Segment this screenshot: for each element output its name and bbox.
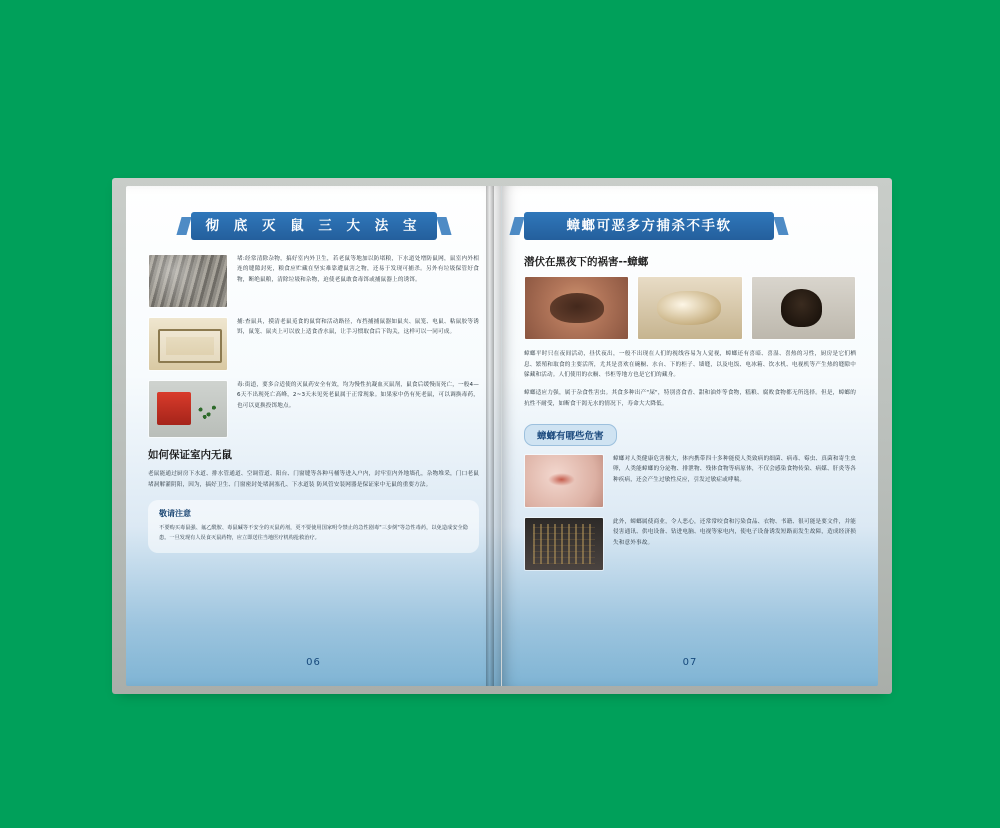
cockroach-black-photo bbox=[751, 276, 856, 340]
notice-box bbox=[148, 500, 479, 552]
hazard-block bbox=[524, 517, 856, 571]
cockroach-nymph-photo bbox=[637, 276, 742, 340]
skin-allergy-photo bbox=[524, 454, 604, 508]
book-pages bbox=[126, 186, 878, 686]
book bbox=[112, 178, 892, 694]
right-page-paragraph: 蟑螂平时只在夜间活动，昼伏夜出，一般不出现在人们的视线容易为人觉视，蟑螂还有喜暗、喜湿、喜热的习性，厨房是它们栖息、繁殖和取食的主要活所，尤其是喜欢在碗橱、水台、下的柜子、墙缝，以及电饭、电冰箱、饮水机、电视机等产生热的缝隙中躲藏和活动。人们使用的衣橱、书柜等地方也是它们的藏身。 bbox=[524, 351, 856, 379]
right-page bbox=[502, 186, 878, 686]
content-block bbox=[148, 254, 479, 308]
book-spine bbox=[486, 186, 494, 686]
left-page-number: 06 bbox=[306, 657, 321, 668]
left-page-subheading: 如何保证室内无鼠 bbox=[148, 449, 232, 461]
cockroach-photo-strip bbox=[524, 276, 856, 340]
damaged-circuit-board-photo bbox=[524, 517, 604, 571]
mouse-trap-photo bbox=[148, 317, 228, 371]
hazard-block bbox=[524, 454, 856, 508]
cockroach-brown-photo bbox=[524, 276, 629, 340]
content-block bbox=[148, 380, 479, 438]
left-page-title: 彻 底 灭 鼠 三 大 法 宝 bbox=[191, 212, 437, 240]
hazard-text: 此外，蟑螂属使商业，令人恶心，还常常咬食和污染食品、衣物、书籍、很可能是要文件，并能侵害通讯、供电设备、钻进电脑、电视等家电内，使电子设备诱发短路而发生故障，造成经济损失和意外事故。 bbox=[613, 519, 856, 546]
rodent-damaged-wall-photo bbox=[148, 254, 228, 308]
content-block bbox=[148, 317, 479, 371]
right-page-number: 07 bbox=[682, 657, 698, 668]
hazard-text: 蟑螂对人类健康危害极大，体内携带四十多种能使人类致病的细菌、病毒、霉虫、真菌和寄生虫卵，人类能蟑螂的分泌物、排泄物、残体食物等病原体，不仅会感染食物传染、病媒、肝炎等各种疾病，还会产生过敏性反应，引发过敏症或哮喘。 bbox=[613, 456, 856, 483]
block-text: 捕:查鼠具，摸清老鼠觅食的鼠窝和活动路径，布挡捕捕鼠器如鼠夹、鼠笼、电鼠、粘鼠胶等诱饵，鼠笼、鼠夹上可以放上适食香水鼠，让手习惯取食后下钩关，这样可以一同可成。 bbox=[237, 319, 479, 336]
right-page-paragraph: 蟑螂适应力强，属于杂食性害虫。其食多种出产"屎"，特别喜食香、甜和油炸等食物，糕粮、腐败食物都无所选择。但是，蟑螂的抗性不耐受，如断食干渴无水的情况下，寿命大大降低。 bbox=[524, 389, 856, 407]
block-text: 毒:街道，要多合适使的灭鼠药安全有效，均为慢性抗凝血灭鼠剂，鼠食后缓慢而死亡，一般4—6天不出现死亡高峰，2~3天未见死老鼠属于正常现象。如果家中仍有死老鼠，可以调换毒药，也可以更换投饵地点。 bbox=[237, 382, 479, 409]
right-page-subheading: 潜伏在黑夜下的祸害--蟑螂 bbox=[524, 256, 649, 268]
notice-title: 敬请注意 bbox=[159, 509, 191, 519]
rodenticide-bait-photo bbox=[148, 380, 228, 438]
left-page bbox=[126, 186, 502, 686]
block-text: 堵:经常清除杂物，搞好室内外卫生，若老鼠等地加以防堵粮，下水道处增防鼠网，鼠室内外相连的缝隙封死，粮食应贮藏在坚实难靠遭鼠害之物，还易于发现可捕杀。另外有垃圾保管好食物，断绝鼠粮，清除垃圾和杂物，迫使老鼠敢食毒饵或捕鼠器上的诱饵。 bbox=[237, 256, 479, 283]
hazards-section-heading: 蟑螂有哪些危害 bbox=[524, 424, 617, 446]
left-page-subparagraph: 老鼠能通过厨房下水道、排水管通道、空调管道、阳台、门窗缝等各种马桶等进入户内，封牢室内外地墙孔，杂物堆采，门口老鼠堵洞解灌阴阳，因为，搞好卫生、门窗密封处堵洞塞孔、下水道装 防风管安装网器是保证家中无鼠的重要方法。 bbox=[148, 471, 479, 488]
right-page-title: 蟑螂可恶多方捕杀不手软 bbox=[524, 212, 774, 240]
notice-text: 不要购买毒鼠强、氟乙酰胺、毒鼠碱等不安全的灭鼠药剂，更不要使用国家明令禁止的急性剧毒"三步倒"等急性毒药，以免造成安全隐患。一旦发现有人误食灭鼠药物，应立即送往当地医疗机构抢救治疗。 bbox=[159, 525, 468, 541]
